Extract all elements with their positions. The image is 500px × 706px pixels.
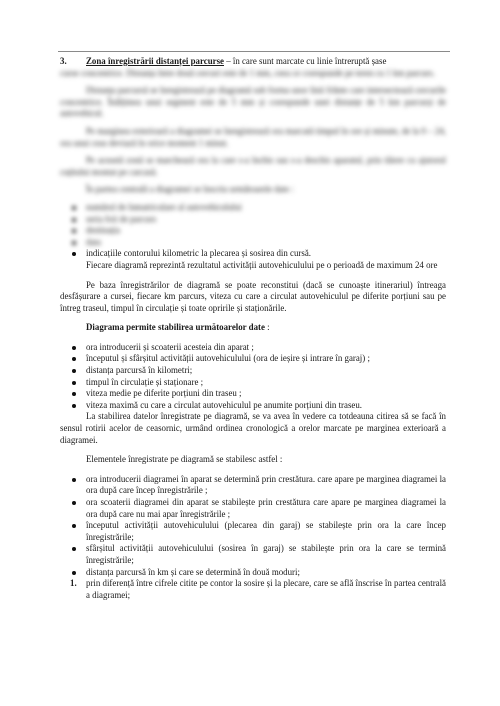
header-rule <box>58 51 450 52</box>
list-item: ora scoaterii diagramei din aparat se stabilește prin crestătura care apare pe marginea diagramei la ora după care nu mai apar înregistrările ; <box>60 497 446 520</box>
list-item: 1. prin diferență între cifrele citite pe contor la sosire și la plecare, care se află înscrise în partea centrală a diagramei; <box>70 578 446 600</box>
subheading: Diagrama permite stabilirea următoarelor date : <box>86 322 270 333</box>
list-item: sfârșitul activității autovehiculului (sosirea în garaj) se stabilește prin ora la care se termină înregistrările; <box>60 543 446 566</box>
paragraph-establish: La stabilirea datelor înregistrate pe diagramă, se va avea în vedere ca totdeauna citirea să se facă în sensul rotirii acelor de ceasornic, urmând ordinea cronologică a orelor marcate pe marginea exterioară a diagramei. <box>60 411 446 445</box>
list-item: timpul în circulație și staționare ; <box>60 377 446 389</box>
blurred-paragraph: Pe marginea exterioară a diagramei se înregistrează ora marcată timpul în ore și minute, de la 0 – 24, ora unui ceas deviază în orice moment 1 minut. <box>60 125 446 148</box>
blurred-paragraph: În partea centrală a diagramei se înscriu următoarele date : <box>86 184 294 195</box>
numbered-list <box>60 578 446 601</box>
list-item: destinația <box>60 225 446 237</box>
list-item: ora introducerii diagramei în aparat se determină prin crestătura. care apare pe marginea diagramei la ora după care încep înregistrările ; <box>60 474 446 497</box>
paragraph-basis: Pe baza înregistrărilor de diagramă se poate reconstitui (dacă se cunoaște itinerariul) întreaga desfășurare a cursei, fiecare km parcurs, viteza cu care a circulat autovehiculul pe diferite porțiuni sau pe întreg traseul, timpul în circulație și toate opririle și staționările. <box>60 279 446 313</box>
paragraph-elements: Elementele înregistrate pe diagramă se stabilesc astfel : <box>86 454 283 465</box>
elements-list <box>60 474 446 578</box>
blurred-paragraph: Pe această zonă se marchează ora la care s-a închis sau s-a deschis aparatul, prin tăiere cu ajutorul cuțitului montat pe carcasă. <box>60 155 446 177</box>
section-title-rest: – în care sunt marcate cu linie întreruptă șase <box>223 56 387 66</box>
list-item: viteza maximă cu care a circulat autovehiculul pe anumite porțiuni din traseu. <box>60 400 446 412</box>
list-item: data <box>60 237 446 249</box>
list-item: viteza medie pe diferite porțiuni din traseu ; <box>60 388 446 400</box>
list-item: numărul de înmatriculare al autovehiculului <box>60 202 446 214</box>
permits-list <box>60 342 446 412</box>
blurred-paragraph: Distanța parcursă se înregistrează pe diagramă sub forma unor linii frânte care intersectează cercurile concentrice. Înălțimea unui segment este de 5 mm și corespunde unei distanțe de 5 km parcurși de autovehicul. <box>60 85 446 119</box>
list-item: seria foii de parcurs <box>60 214 446 226</box>
list-item: începutul și sfârșitul activității autovehiculului (ora de ieșire și intrare în garaj) ; <box>60 353 446 365</box>
list-item: începutul activității autovehiculului (plecarea din garaj) se stabilește prin ora la care încep înregistrările; <box>60 520 446 543</box>
document-body <box>60 56 446 601</box>
blurred-bullet-list <box>60 202 446 260</box>
section-heading <box>60 56 446 68</box>
paragraph-diagram: Fiecare diagramă reprezintă rezultatul activității autovehiculului pe o perioadă de maximum 24 ore <box>86 259 438 270</box>
list-item: distanța parcursă în kilometri; <box>60 365 446 377</box>
list-item: distanța parcursă în km și care se determină în două moduri; <box>60 567 446 579</box>
list-item: ora introducerii și scoaterii acesteia din aparat ; <box>60 342 446 354</box>
list-item: indicațiile contorului kilometric la plecarea și sosirea din cursă. <box>60 248 446 260</box>
section-title: Zona înregistrării distanței parcurse <box>86 56 224 66</box>
section-number: 3. <box>60 56 67 66</box>
blurred-intro: curse concentrice. Distanța între două cercuri este de 1 mm, ceea ce corespunde pe teren cu 1 km parcurs. <box>60 67 435 78</box>
